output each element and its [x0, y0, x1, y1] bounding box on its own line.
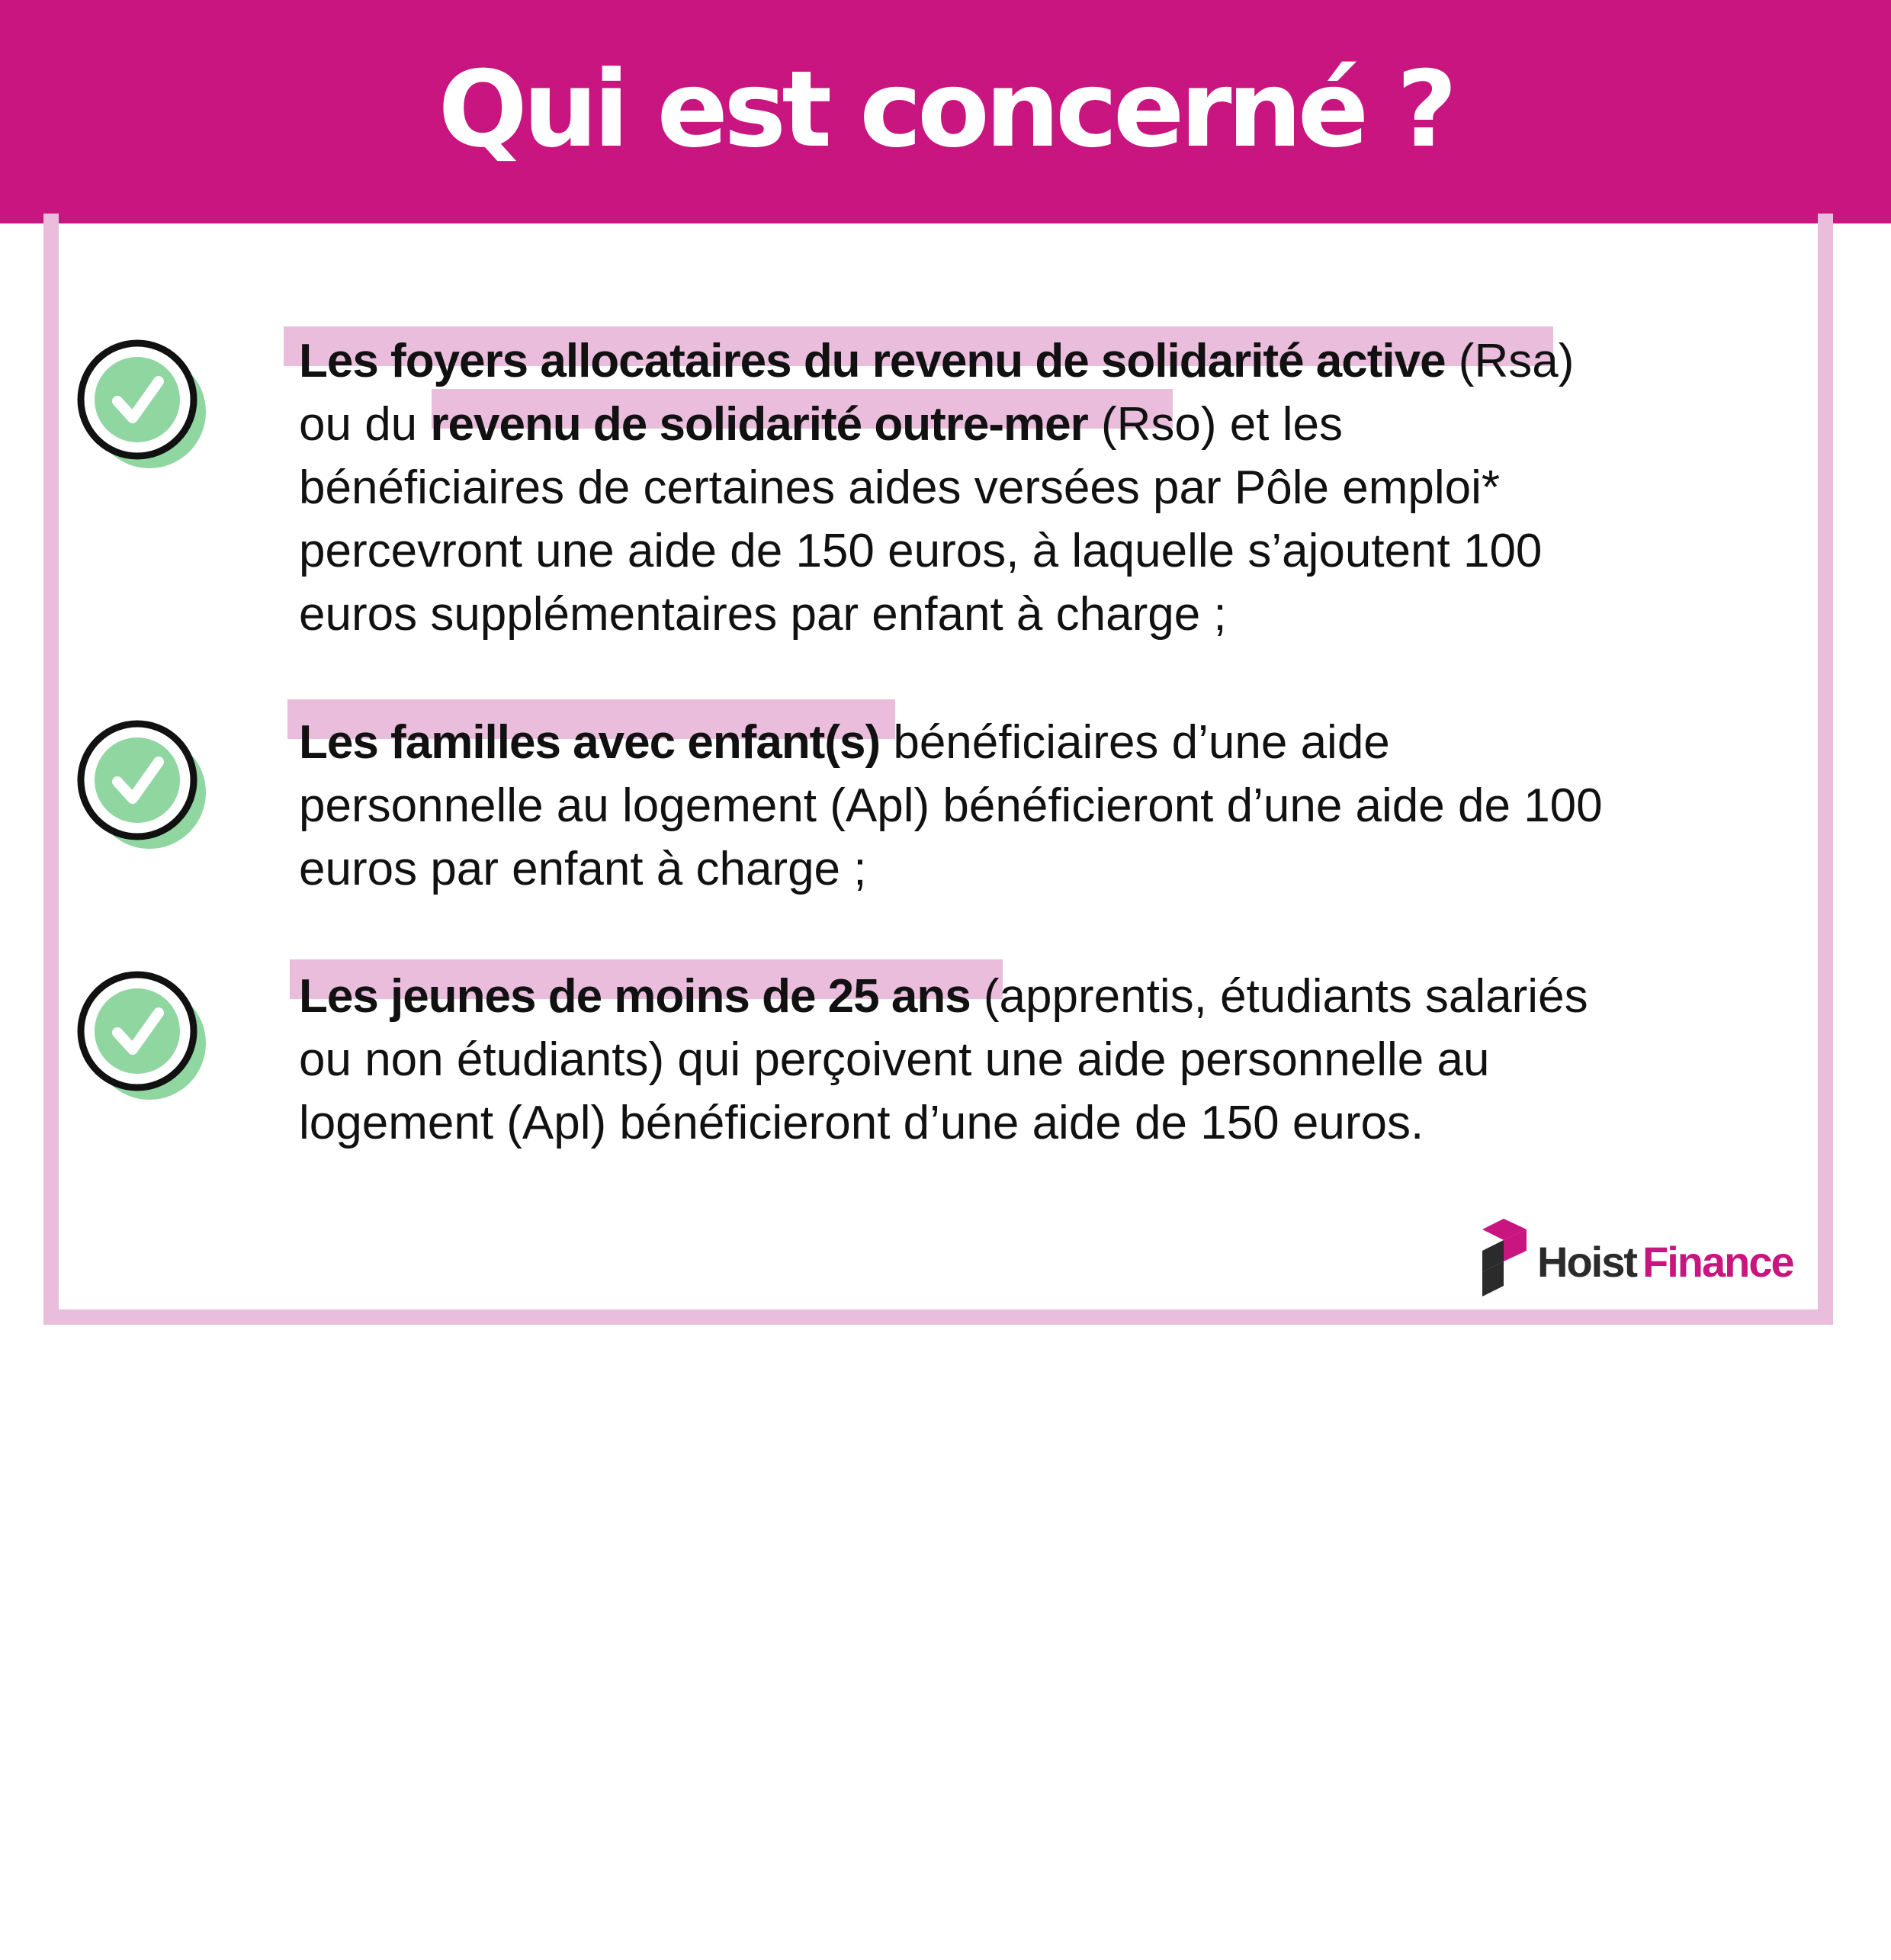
- logo-text-finance: Finance: [1642, 1237, 1793, 1286]
- hoist-finance-logo: [1482, 1217, 1793, 1296]
- bold-phrase: Les foyers allocataires du revenu de solidarité active: [299, 335, 1446, 387]
- text-line: euros par enfant à charge ;: [299, 843, 867, 895]
- plain-text: (apprentis, étudiants salariés: [970, 970, 1588, 1023]
- plain-text: (Rsa): [1445, 335, 1575, 387]
- item-text: [299, 711, 1809, 901]
- text-line: logement (Apl) bénéficieront d’une aide de 150 euros.: [299, 1097, 1424, 1149]
- checkmark-icon: [76, 719, 207, 850]
- logo-mark-icon: [1482, 1217, 1527, 1296]
- logo-text-hoist: Hoist: [1537, 1237, 1636, 1286]
- plain-text: ou du: [299, 398, 431, 451]
- text-line: [299, 393, 1809, 456]
- item-text: [299, 329, 1809, 646]
- text-line: personnelle au logement (Apl) bénéficieront d’une aide de 100: [299, 779, 1603, 832]
- text-line: [299, 711, 1809, 774]
- text-line: euros supplémentaires par enfant à charge ;: [299, 588, 1227, 641]
- text-line: [299, 329, 1809, 393]
- bold-phrase: Les jeunes de moins de 25 ans: [299, 970, 971, 1023]
- plain-text: bénéficiaires d’une aide: [880, 716, 1390, 769]
- item-text: [299, 965, 1809, 1155]
- plain-text: (Rso) et les: [1087, 398, 1343, 451]
- text-line: [299, 965, 1809, 1028]
- bold-phrase: revenu de solidarité outre-mer: [430, 398, 1088, 451]
- bold-phrase: Les familles avec enfant(s): [299, 716, 881, 769]
- checkmark-icon: [76, 339, 207, 470]
- header-banner: [0, 0, 1891, 223]
- page-title: Qui est concerné ?: [438, 48, 1453, 171]
- text-line: bénéficiaires de certaines aides versées par Pôle emploi*: [299, 461, 1500, 514]
- text-line: ou non étudiants) qui perçoivent une aide personnelle au: [299, 1033, 1490, 1086]
- text-line: percevront une aide de 150 euros, à laquelle s’ajoutent 100: [299, 525, 1543, 577]
- checkmark-icon: [76, 970, 207, 1101]
